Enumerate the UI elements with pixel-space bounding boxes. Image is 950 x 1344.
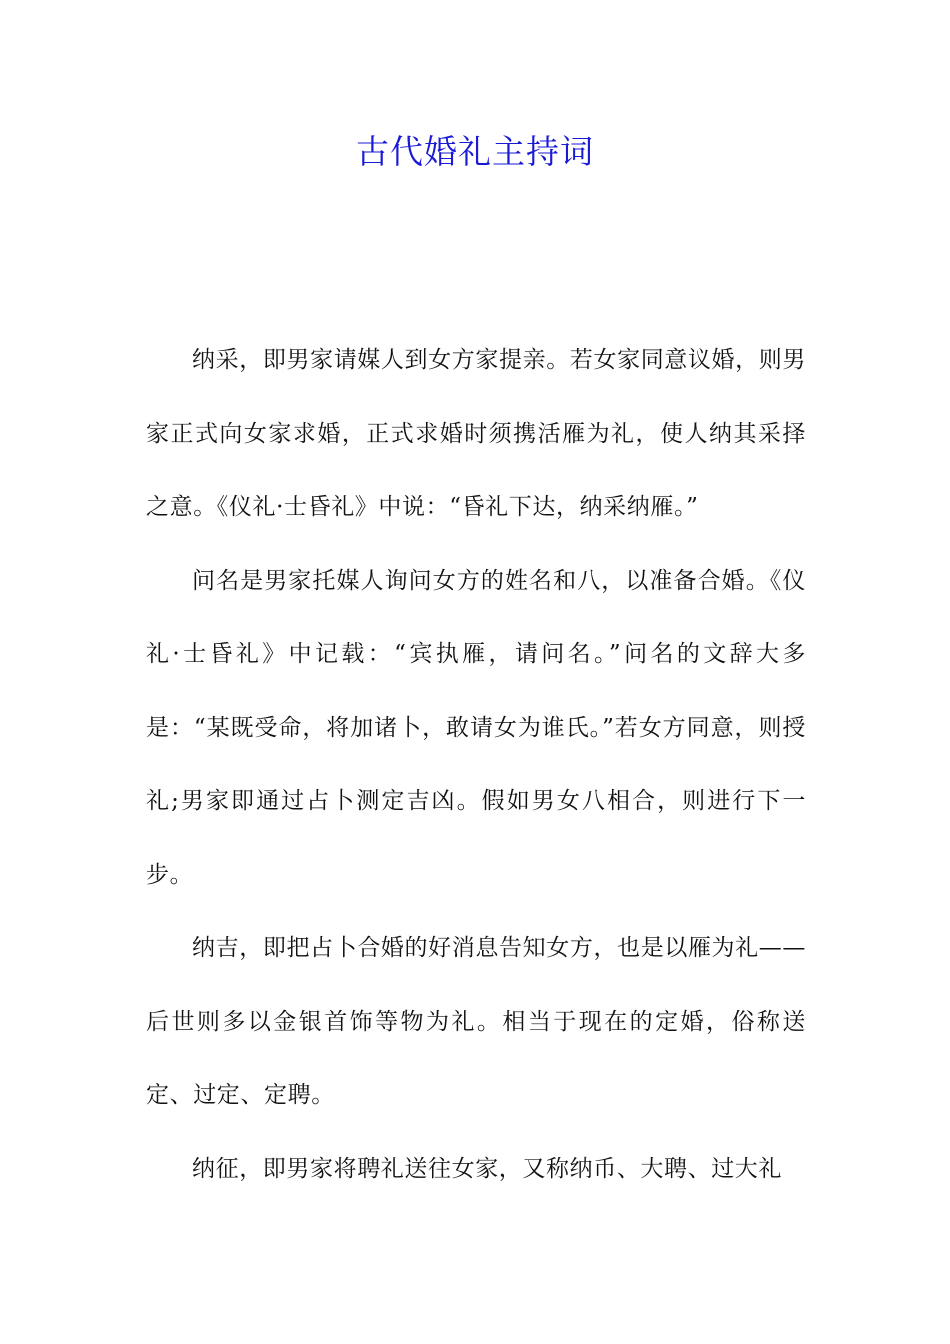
document-body <box>146 324 806 1206</box>
paragraph-nazheng: 纳征，即男家将聘礼送往女家，又称纳币、大聘、过大礼 <box>192 1155 782 1182</box>
paragraph-nacai: 纳采，即男家请媒人到女方家提亲。若女家同意议婚，则男家正式向女家求婚，正式求婚时须携活雁为礼，使人纳其采择之意。《仪礼·士昏礼》中说：“昏礼下达，纳采纳雁。” <box>146 347 806 520</box>
document-title: 古代婚礼主持词 <box>356 132 594 171</box>
paragraph-wenming: 问名是男家托媒人询问女方的姓名和八，以准备合婚。《仪礼·士昏礼》中记载：“宾执雁，请问名。”问名的文辞大多是：“某既受命，将加诸卜，敢请女为谁氏。”若女方同意，则授礼;男家即通过占卜测定吉凶。假如男女八相合，则进行下一步。 <box>146 567 806 888</box>
paragraph-naji: 纳吉，即把占卜合婚的好消息告知女方，也是以雁为礼——后世则多以金银首饰等物为礼。相当于现在的定婚，俗称送定、过定、定聘。 <box>146 935 806 1108</box>
